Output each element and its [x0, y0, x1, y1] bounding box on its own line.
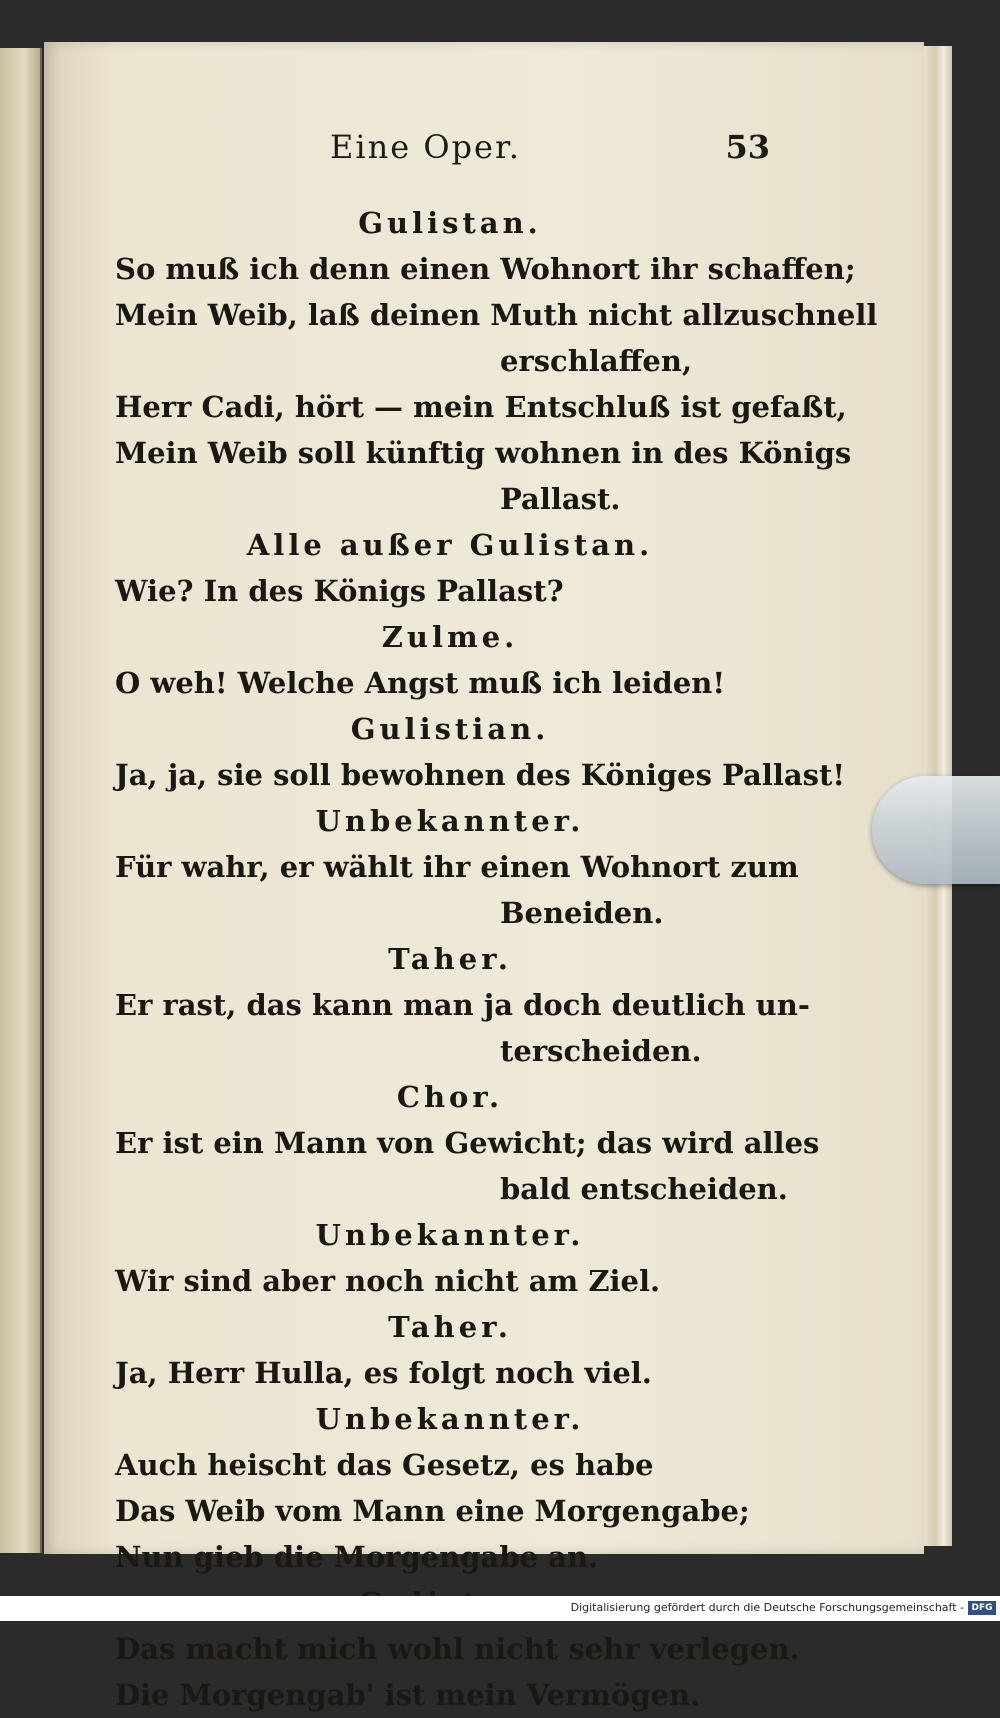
verse-continuation: erschlaffen, [500, 344, 693, 378]
verse-line: Herr Cadi, hört — mein Entschluß ist gefaßt, [115, 390, 847, 424]
facing-page-edge [0, 48, 42, 1553]
page-clip [872, 776, 1000, 884]
speaker-name: Unbekannter. [315, 1218, 585, 1252]
speaker-name: Unbekannter. [315, 804, 585, 838]
verse-line: O weh! Welche Angst muß ich leiden! [115, 666, 726, 700]
verse-line: Mein Weib soll künftig wohnen in des Königs [115, 436, 852, 470]
verse-continuation: Pallast. [500, 482, 621, 516]
speaker-name: Zulme. [381, 620, 519, 654]
verse-continuation: Beneiden. [500, 896, 664, 930]
verse-line: Er rast, das kann man ja doch deutlich un- [115, 988, 810, 1022]
verse-line: Wir sind aber noch nicht am Ziel. [115, 1264, 661, 1298]
speaker-name: Gulistian. [350, 712, 550, 746]
verse-line: Nun gieb die Morgengabe an. [115, 1540, 599, 1574]
verse-line: Das macht mich wohl nicht sehr verlegen. [115, 1632, 800, 1666]
footer-credit: Digitalisierung gefördert durch die Deutsche Forschungsgemeinschaft - [570, 1601, 964, 1614]
verse-line: Mein Weib, laß deinen Muth nicht allzuschnell [115, 298, 878, 332]
page-number: 53 [725, 128, 770, 166]
verse-line: Ja, Herr Hulla, es folgt noch viel. [115, 1356, 652, 1390]
verse-line: Auch heischt das Gesetz, es habe [115, 1448, 654, 1482]
verse-line: Die Morgengab' ist mein Vermögen. [115, 1678, 701, 1712]
verse-continuation: bald entscheiden. [500, 1172, 788, 1206]
verse-continuation: terscheiden. [500, 1034, 702, 1068]
speaker-name: Alle außer Gulistan. [246, 528, 654, 562]
verse-line: Für wahr, er wählt ihr einen Wohnort zum [115, 850, 799, 884]
speaker-name: Gulistan. [358, 206, 542, 240]
speaker-name: Taher. [388, 1310, 512, 1344]
verse-line: Das Weib vom Mann eine Morgengabe; [115, 1494, 750, 1528]
verse-line: Er ist ein Mann von Gewicht; das wird alles [115, 1126, 820, 1160]
verse-line: Ja, ja, sie soll bewohnen des Königes Pallast! [115, 758, 846, 792]
speaker-name: Chor. [396, 1080, 504, 1114]
verse-line: Wie? In des Königs Pallast? [115, 574, 564, 608]
running-title: Eine Oper. [330, 128, 521, 166]
dfg-logo: DFG [968, 1601, 996, 1615]
speaker-name: Unbekannter. [315, 1402, 585, 1436]
play-text [115, 200, 878, 1718]
running-header [115, 128, 770, 178]
digitization-footer [0, 1596, 1000, 1621]
speaker-name: Taher. [388, 942, 512, 976]
verse-line: So muß ich denn einen Wohnort ihr schaffen; [115, 252, 856, 286]
